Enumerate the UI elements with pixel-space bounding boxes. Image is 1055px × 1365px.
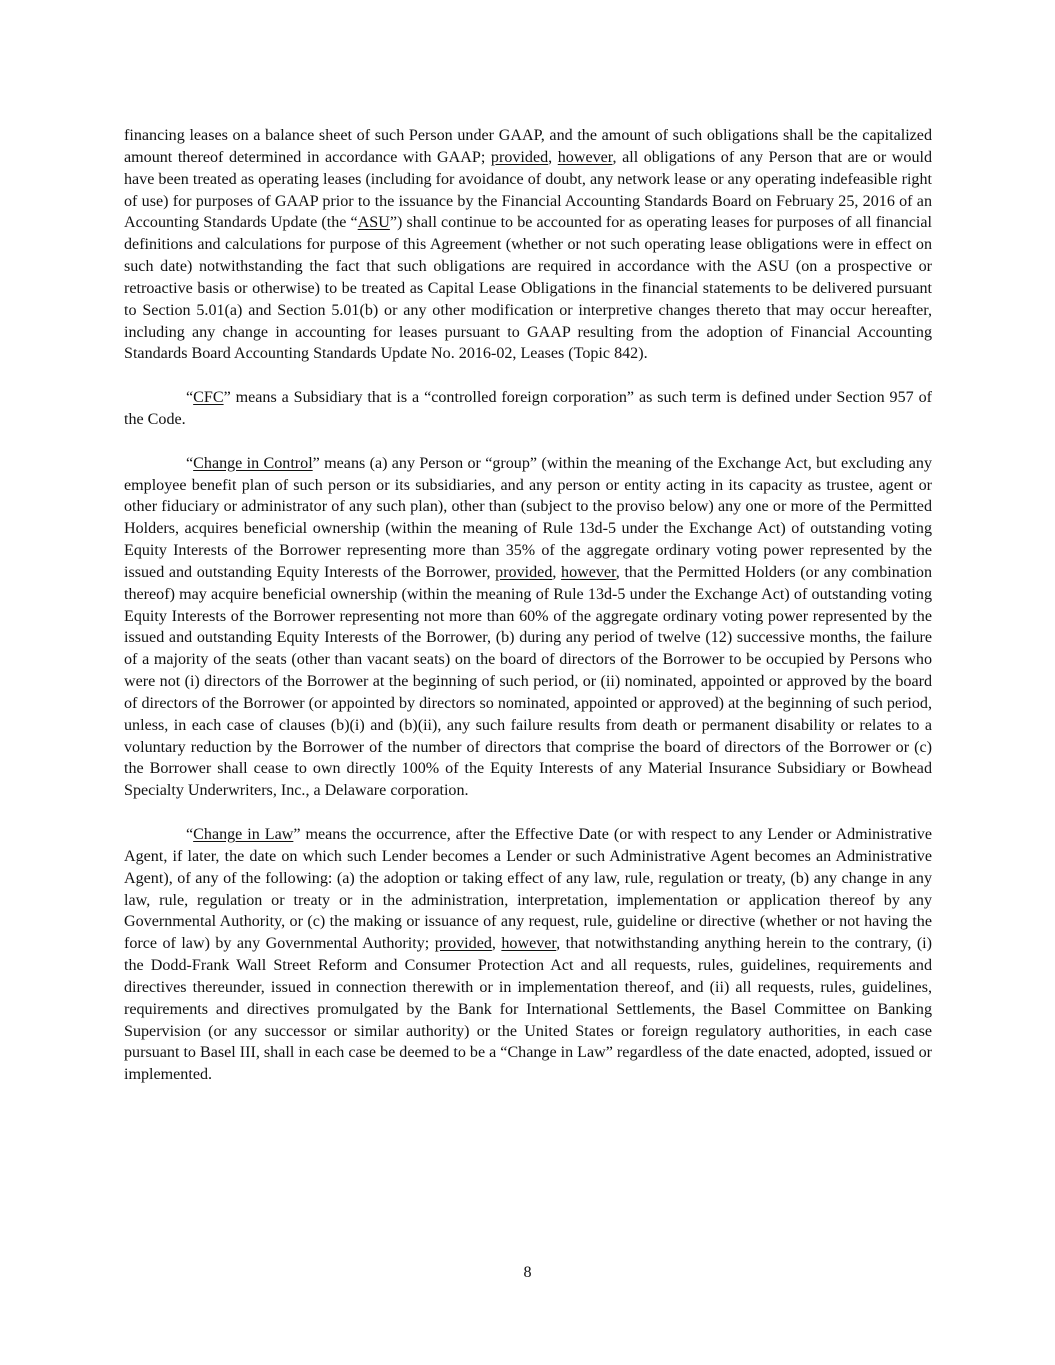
paragraph-capital-lease-continuation — [124, 125, 932, 365]
definition-cfc — [124, 387, 932, 431]
provided-underline: provided — [490, 148, 549, 166]
text-run: ” means the occurrence, after the Effective Date (or with respect to any Lender or Administrative Agent, if later, the date on which such Lender becomes a Lender or such Administrative Agent becomes an Administrative Agent), of any of the following: (a) the adoption or taking effect of any law, rule, regulation or treaty, (b) any change in any law, rule, regulation or treaty or in the administration, interpretation, implementation or application thereof by any Governmental Authority, or (c) the making or issuance of any request, rule, guideline or directive (whether or not having the force of law) by any Governmental Authority; — [124, 826, 932, 953]
text-run: ” means (a) any Person or “group” (within the meaning of the Exchange Act, but excluding any employee benefit plan of such person or its subsidiaries, and any person or entity acting in its capacity as trustee, agent or other fiduciary or administrator of any such plan), other than (subject to the proviso below) any one or more of the Permitted Holders, acquires beneficial ownership (within the meaning of Rule 13d-5 under the Exchange Act) of outstanding voting Equity Interests of the Borrower representing more than 35% of the aggregate ordinary voting power represented by the issued and outstanding Equity Interests of the Borrower, — [124, 454, 932, 581]
page-number: 8 — [523, 1264, 532, 1281]
text-run: , that the Permitted Holders (or any combination thereof) may acquire beneficial ownership (within the meaning of Rule 13d-5 under the Exchange Act) of outstanding voting Equity Interests of the Borrower representing not more than 60% of the aggregate ordinary voting power represented by the issued and outstanding Equity Interests of the Borrower, (b) during any period of twelve (12) successive months, the failure of a majority of the seats (other than vacant seats) on the board of directors of the Borrower to be occupied by Persons who were not (i) directors of the Borrower at the beginning of such period, or (ii) nominated, appointed or approved by the board of directors of the Borrower (or appointed by directors so nominated, appointed or approved) at the beginning of such period, unless, in each case of clauses (b)(i) and (b)(ii), any such failure results from death or permanent disability or relates to a voluntary reduction by the Borrower of the number of directors that comprise the board of directors of the Borrower or (c) the Borrower shall cease to own directly 100% of the Equity Interests of any Material Insurance Subsidiary or Bowhead Specialty Underwriters, Inc., a Delaware corporation. — [124, 563, 932, 800]
defined-term-change-in-control: Change in Control — [193, 454, 313, 472]
however-underline: however — [561, 563, 616, 581]
text-run: , — [491, 935, 502, 953]
text-run: , — [552, 563, 562, 581]
however-underline: however — [501, 935, 557, 953]
text-run: ” means a Subsidiary that is a “controlled foreign corporation” as such term is defined under Section 957 of the Code. — [124, 389, 932, 428]
document-body — [124, 125, 932, 1108]
definition-change-in-control — [124, 453, 932, 803]
text-run: , all obligations of any Person that are or would have been treated as operating leases (including for avoidance of doubt, any network lease or any operating indefeasible right of use) for purposes of GAAP prior to the issuance by the Financial Accounting Standards Board on February 25, 2016 of an Accounting Standards Update (the “ — [124, 148, 933, 232]
provided-underline: provided — [495, 563, 553, 581]
text-run: , that notwithstanding anything herein to the contrary, (i) the Dodd-Frank Wall Street Reform and Consumer Protection Act and all requests, rules, guidelines, requirements and directives thereunder, issued in connection therewith or in implementation thereof, and (ii) all requests, rules, guidelines, requirements and directives promulgated by the Bank for International Settlements, the Basel Committee on Banking Supervision (or any successor or similar authority) or the United States or foreign regulatory authorities, in each case pursuant to Basel III, shall in each case be deemed to be a “Change in Law” regardless of the date enacted, adopted, issued or implemented. — [124, 935, 933, 1084]
text-run: “ — [186, 389, 194, 407]
provided-underline: provided — [434, 935, 492, 953]
definition-change-in-law — [124, 824, 932, 1086]
text-run: “ — [186, 454, 194, 472]
however-underline: however — [557, 148, 613, 166]
defined-term-change-in-law: Change in Law — [193, 826, 294, 843]
defined-term-cfc: CFC — [193, 389, 224, 407]
defined-term-asu: ASU — [357, 214, 390, 232]
text-run: “ — [186, 826, 194, 843]
text-run: financing leases on a balance sheet of such Person under GAAP, and the amount of such obligations shall be the capitalized amount thereof determined in accordance with GAAP; — [124, 127, 932, 166]
text-run: ”) shall continue to be accounted for as operating leases for purposes of all financial definitions and calculations for purpose of this Agreement (whether or not such operating lease obligations were in effect on such date) notwithstanding the fact that such obligations are required in accordance with the ASU (on a prospective or retroactive basis or otherwise) to be treated as Capital Lease Obligations in the financial statements to be delivered pursuant to Section 5.01(a) and Section 5.01(b) or any other modification or interpretive changes thereto that may occur hereafter, including any change in accounting for leases pursuant to GAAP resulting from the adoption of Financial Accounting Standards Board Accounting Standards Update No. 2016-02, Leases (Topic 842). — [124, 214, 932, 363]
text-run: , — [548, 148, 558, 166]
